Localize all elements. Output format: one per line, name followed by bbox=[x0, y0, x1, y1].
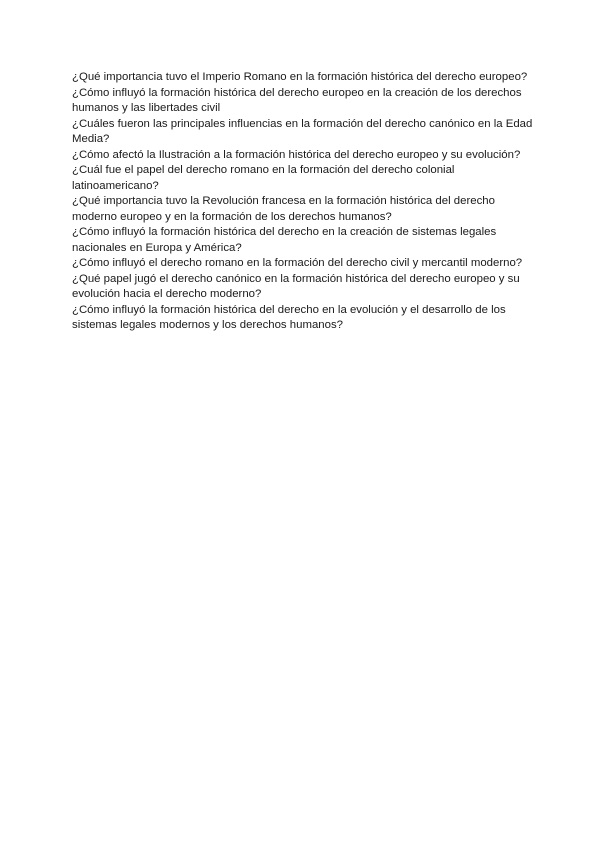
text-line: ¿Qué importancia tuvo la Revolución francesa en la formación histórica del derecho bbox=[72, 195, 495, 207]
text-line: ¿Cuál fue el papel del derecho romano en la formación del derecho colonial bbox=[72, 164, 455, 176]
text-line: ¿Qué papel jugó el derecho canónico en la formación histórica del derecho europeo y su bbox=[72, 272, 520, 285]
text-line: latinoamericano? bbox=[72, 179, 159, 192]
text-line: Media? bbox=[72, 133, 110, 145]
text-line: ¿Cómo influyó la formación histórica del derecho en la creación de sistemas legales bbox=[72, 226, 497, 238]
text-line: ¿Cómo influyó el derecho romano en la formación del derecho civil y mercantil moderno? bbox=[72, 257, 523, 269]
text-line: moderno europeo y en la formación de los derechos humanos? bbox=[72, 210, 392, 223]
question-list bbox=[72, 70, 532, 334]
text-line: ¿Qué importancia tuvo el Imperio Romano en la formación histórica del derecho europeo? bbox=[72, 71, 528, 83]
text-line: ¿Cómo afectó la Ilustración a la formación histórica del derecho europeo y su evolución? bbox=[72, 148, 521, 161]
text-line: ¿Cómo influyó la formación histórica del derecho europeo en la creación de los derechos bbox=[72, 86, 522, 99]
text-line: ¿Cuáles fueron las principales influencias en la formación del derecho canónico en la Edad bbox=[72, 117, 533, 130]
text-line: nacionales en Europa y América? bbox=[72, 241, 242, 254]
text-line: ¿Cómo influyó la formación histórica del derecho en la evolución y el desarrollo de los bbox=[72, 303, 506, 316]
text-line: sistemas legales modernos y los derechos humanos? bbox=[72, 319, 343, 331]
text-line: evolución hacia el derecho moderno? bbox=[72, 288, 262, 300]
text-line: humanos y las libertades civil bbox=[72, 102, 221, 114]
